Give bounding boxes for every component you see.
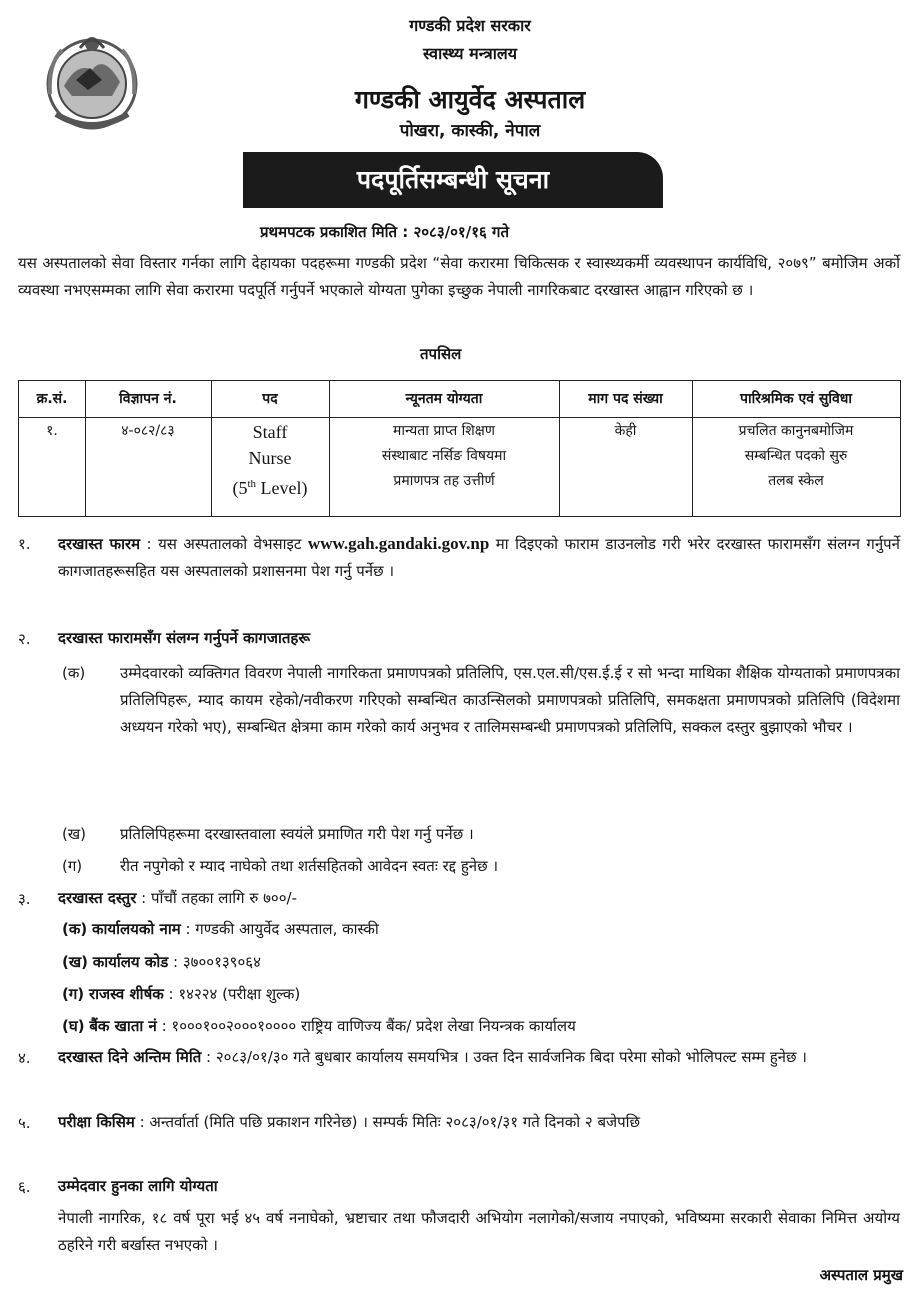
section-2-ga-text: रीत नपुगेको र म्याद नाघेको तथा शर्तसहितको आवेदन स्वतः रद्द हुनेछ । [120, 857, 499, 875]
section-2-ka-text: उम्मेदवारको व्यक्तिगत विवरण नेपाली नागरिकता प्रमाणपत्रको प्रतिलिपि, एस.एल.सी/एस.ई.ई र सो भन्दा माथिका शैक्षिक योग्यताको प्रमाणपत्रका प्रतिलिपिहरू, म्याद कायम रहेको/नवीकरण गरिएको सम्बन्धित काउन्सिलको प्रमाणपत्रको प्रतिलिपि, समकक्षता प्रमाणपत्रको प्रतिलिपि (विदेशमा अध्ययन गरेको भए), सम्बन्धित क्षेत्रमा काम गरेको कार्य अनुभव र तालिमसम्बन्धी प्रमाणपत्रको प्रतिलिपि, सक्कल दस्तुर बुझाएको भौचर । [120, 664, 900, 736]
qual-line3: प्रमाणपत्र तह उत्तीर्ण [393, 473, 495, 489]
section-3-ka-text: : गण्डकी आयुर्वेद अस्पताल, कास्की [180, 920, 379, 938]
post-line3 [211, 471, 329, 501]
hospital-address: पोखरा, कास्की, नेपाल [399, 121, 541, 141]
header-pay: पारिश्रमिक एवं सुविधा [740, 391, 852, 407]
section-3-ga-title: राजस्व शीर्षक [88, 985, 164, 1003]
section-3-number: ३. [18, 890, 31, 908]
header-qualification: न्यूनतम योग्यता [405, 391, 483, 407]
post-line3-post: Level) [256, 478, 308, 498]
post-line3-sup: th [247, 478, 257, 490]
cell-pay [692, 419, 900, 494]
header-post: पद [262, 391, 278, 407]
section-2-ka-label: (क) [62, 664, 86, 682]
section-3-ga [62, 981, 300, 1008]
pay-line3: तलब स्केल [768, 473, 824, 489]
section-5 [58, 1109, 900, 1136]
section-3-ga-text: : १४२२४ (परीक्षा शुल्क) [163, 985, 301, 1003]
section-6-title: उम्मेदवार हुनका लागि योग्यता [58, 1177, 218, 1195]
notice-banner: पदपूर्तिसम्बन्धी सूचना [243, 152, 663, 208]
section-4 [58, 1044, 900, 1071]
section-1-text-a: : यस अस्पतालको वेभसाइट [140, 535, 308, 553]
section-4-number: ४. [18, 1049, 31, 1067]
header-count: माग पद संख्या [588, 391, 663, 407]
intro-paragraph: यस अस्पतालको सेवा विस्तार गर्नका लागि देहायका पदहरूमा गण्डकी प्रदेश “सेवा करारमा चिकित्सक र स्वास्थ्यकर्मी व्यवस्थापन कार्यविधि, २०७९” बमोजिम अर्को व्यवस्था नभएसम्मका लागि सेवा करारमा पदपूर्ति गर्नुपर्ने भएकाले योग्यता पुगेका इच्छुक नेपाली नागरिकबाट दरखास्त आह्वान गरिएको छ । [18, 254, 900, 299]
section-3-kha-label: (ख) [62, 953, 88, 971]
website-url[interactable]: www.gah.gandaki.gov.np [307, 534, 490, 553]
section-2-kha-label: (ख) [62, 825, 86, 843]
vacancy-table [18, 380, 901, 517]
post-line2: Nurse [248, 448, 292, 468]
header-adv-no: विज्ञापन नं. [119, 391, 177, 407]
section-3-title: दरखास्त दस्तुर [58, 889, 137, 907]
cell-qualification [329, 419, 559, 494]
section-2-kha-text: प्रतिलिपिहरूमा दरखास्तवाला स्वयंले प्रमाणित गरी पेश गर्नु पर्नेछ । [120, 825, 474, 843]
section-5-title: परीक्षा किसिम [58, 1113, 135, 1131]
section-2-ga-label: (ग) [62, 857, 83, 875]
section-3-ka-title: कार्यालयको नाम [92, 920, 181, 938]
published-date: प्रथमपटक प्रकाशित मिति : २०८३/०१/१६ गते [260, 223, 510, 241]
post-line1: Staff [252, 422, 288, 442]
nepal-government-emblem-icon [42, 24, 142, 136]
section-2-number: २. [18, 630, 31, 648]
post-line3-pre: (5 [232, 478, 248, 498]
ministry-title: स्वास्थ्य मन्त्रालय [422, 44, 518, 63]
hospital-title: गण्डकी आयुर्वेद अस्पताल [354, 85, 586, 114]
pay-line1: प्रचलित कानुनबमोजिम [738, 423, 854, 439]
section-3-ka-label: (क) [62, 920, 88, 938]
section-1 [58, 530, 900, 585]
section-3-kha [62, 949, 261, 976]
section-1-text-b: मा दिइएको फाराम डाउनलोड गरी भरेर दरखास्त फारामसँग संलग्न गर्नुपर्ने कागजातहरूसहित यस अस्पतालको प्रशासनमा पेश गर्नु पर्नेछ । [58, 535, 900, 580]
tapasil-heading: तपसिल [420, 345, 462, 363]
section-3-kha-title: कार्यालय कोड [92, 953, 169, 971]
section-3-gha-text: : १०००१००२०००१०००० राष्ट्रिय वाणिज्य बैंक/ प्रदेश लेखा नियन्त्रक कार्यालय [156, 1017, 576, 1035]
section-2-title: दरखास्त फारामसँग संलग्न गर्नुपर्ने कागजातहरू [58, 629, 311, 647]
section-3-kha-text: : ३७००१३९०६४ [168, 953, 261, 971]
section-1-number: १. [18, 535, 31, 553]
section-4-text: : २०८३/०१/३० गते बुधबार कार्यालय समयभित्र । उक्त दिन सार्वजनिक बिदा परेमा सोको भोलिपल्ट सम्म हुनेछ । [201, 1048, 807, 1066]
section-3-gha-title: बैंक खाता नं [89, 1017, 157, 1035]
section-4-title: दरखास्त दिने अन्तिम मिति [58, 1048, 202, 1066]
cell-adv-no: ४-०८२/८३ [121, 423, 175, 439]
gov-title: गण्डकी प्रदेश सरकार [409, 16, 531, 35]
pay-line2: सम्बन्धित पदको सुरु [744, 448, 848, 464]
section-6-text: नेपाली नागरिक, १८ वर्ष पूरा भई ४५ वर्ष ननाघेको, भ्रष्टाचार तथा फौजदारी अभियोग नलागेको/सजाय नपाएको, भविष्यमा सरकारी सेवाका निमित्त अयोग्य ठहरिने गरी बर्खास्त नभएको । [58, 1209, 900, 1254]
section-3-ga-label: (ग) [62, 985, 85, 1003]
qual-line1: मान्यता प्राप्त शिक्षण [393, 423, 495, 439]
section-3-text: : पाँचौं तहका लागि रु ७००/- [136, 889, 297, 907]
section-3-ka [62, 916, 379, 943]
section-3-gha [62, 1013, 576, 1040]
section-3-gha-label: (घ) [62, 1017, 85, 1035]
cell-count: केही [614, 423, 637, 439]
section-5-number: ५. [18, 1114, 31, 1132]
section-5-text: : अन्तर्वार्ता (मिति पछि प्रकाशन गरिनेछ) । सम्पर्क मितिः २०८३/०१/३१ गते दिनको २ बजेपछि [134, 1113, 641, 1131]
header-sn: क्र.सं. [36, 391, 68, 407]
section-6-number: ६. [18, 1178, 31, 1196]
section-3-head [58, 885, 297, 912]
qual-line2: संस्थाबाट नर्सिङ विषयमा [381, 448, 507, 464]
signature: अस्पताल प्रमुख [819, 1266, 903, 1284]
cell-post [211, 419, 329, 501]
section-1-title: दरखास्त फारम [58, 535, 141, 553]
cell-sn: १. [46, 423, 58, 439]
